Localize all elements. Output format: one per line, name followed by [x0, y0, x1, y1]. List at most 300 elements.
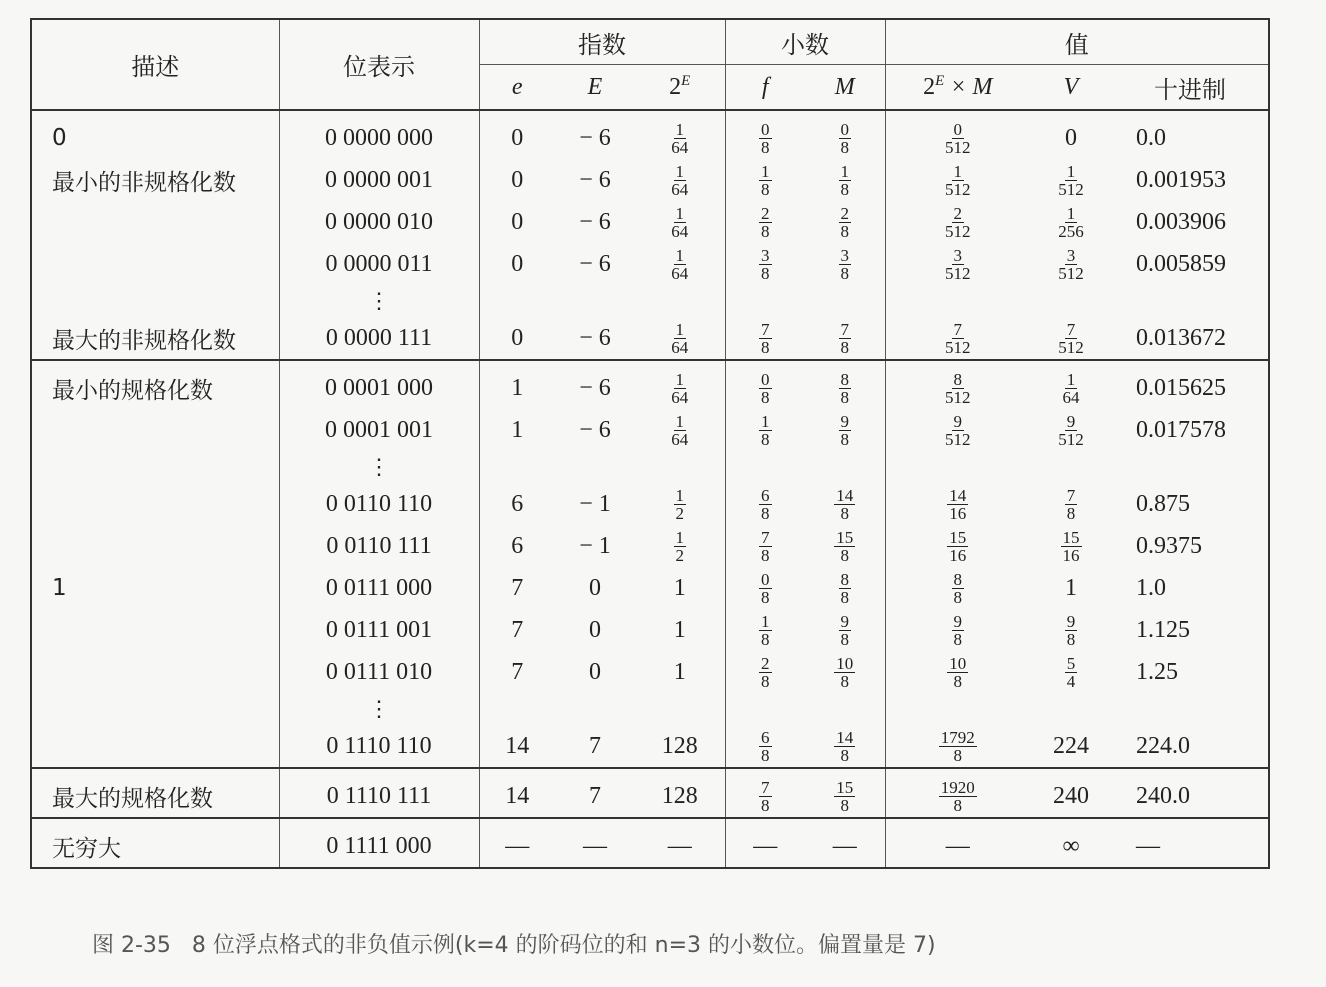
- fraction-value: [839, 371, 852, 406]
- fraction-value: [1061, 371, 1082, 406]
- cell-twoE: [635, 317, 725, 360]
- fraction-numerator: 7: [1066, 319, 1076, 339]
- ellipsis-cell-f: [725, 285, 805, 317]
- fraction-value: [839, 247, 852, 282]
- cell-desc: 无穷大: [52, 835, 121, 862]
- cell-M: [805, 651, 885, 693]
- fraction-denominator: 64: [671, 221, 689, 241]
- cell-twoE: [635, 525, 725, 567]
- header-2E-base: 2: [669, 74, 682, 100]
- cell-desc: 0: [52, 125, 67, 151]
- fraction-denominator: 8: [761, 629, 770, 649]
- ellipsis-row: [31, 451, 1269, 483]
- fraction-value: [669, 247, 690, 282]
- fraction-value: [759, 655, 772, 690]
- cell-M: [805, 725, 885, 768]
- cell-dec: 0.017578: [1136, 416, 1227, 443]
- float-table-container: [30, 18, 1268, 869]
- ellipsis-cell-twoEM: [885, 451, 1030, 483]
- ellipsis-cell-e: [479, 285, 555, 317]
- fraction-value: [669, 371, 690, 406]
- fraction-numerator: 1: [675, 119, 684, 139]
- fraction-value: [943, 205, 973, 240]
- cell-M: [805, 360, 885, 409]
- cell-desc: 最小的非规格化数: [52, 169, 236, 196]
- cell-bits: 0 0111 000: [279, 567, 479, 609]
- fraction-denominator: 8: [840, 795, 850, 815]
- fraction-numerator: 9: [953, 611, 963, 631]
- fraction-value: [1056, 205, 1086, 240]
- table-row: [31, 110, 1269, 159]
- fraction-value: [939, 729, 977, 764]
- fraction-value: [759, 413, 772, 448]
- ellipsis-cell-V: [1030, 451, 1112, 483]
- cell-f: [725, 243, 805, 285]
- fraction-denominator: 8: [761, 137, 770, 157]
- fraction-denominator: 8: [840, 221, 850, 241]
- ellipsis-cell-dec: [1112, 451, 1269, 483]
- header-2EM-rest: × M: [944, 74, 993, 100]
- cell-e: 0: [479, 243, 555, 285]
- fraction-numerator: 9: [1066, 411, 1076, 431]
- cell-E: 0: [589, 616, 601, 643]
- cell-E: 0: [589, 658, 601, 685]
- fraction-numerator: 1: [675, 411, 684, 431]
- ellipsis-cell-M: [805, 285, 885, 317]
- table-group: [31, 110, 1269, 360]
- fraction-value: [947, 487, 968, 522]
- fraction-value: [952, 613, 965, 648]
- cell-E: − 6: [579, 250, 611, 277]
- fraction-denominator: 8: [761, 671, 770, 691]
- fraction-numerator: 3: [953, 245, 963, 265]
- cell-twoE: —: [667, 832, 692, 859]
- header-desc: 描述: [131, 53, 180, 81]
- fraction-denominator: 512: [945, 137, 971, 157]
- cell-dec: 1.125: [1136, 616, 1191, 643]
- cell-desc: 最小的规格化数: [52, 377, 213, 404]
- fraction-denominator: 8: [840, 337, 850, 357]
- cell-V: [1030, 409, 1112, 451]
- cell-V: 0: [1065, 124, 1078, 151]
- fraction-value: [952, 571, 965, 606]
- header-V: V: [1030, 65, 1112, 111]
- header-M: M: [805, 65, 885, 111]
- table-row: [31, 317, 1269, 360]
- fraction-denominator: 8: [1066, 629, 1076, 649]
- fraction-numerator: 1: [1066, 203, 1076, 223]
- table-row: [31, 201, 1269, 243]
- fraction-numerator: 8: [840, 569, 850, 589]
- cell-E: − 1: [579, 490, 611, 517]
- fraction-denominator: 8: [840, 263, 850, 283]
- cell-V: [1030, 609, 1112, 651]
- cell-desc: [31, 243, 279, 285]
- fraction-denominator: 8: [840, 629, 850, 649]
- cell-bits: 0 0000 111: [279, 317, 479, 360]
- cell-f: [725, 768, 805, 818]
- ellipsis-cell-twoE: [635, 451, 725, 483]
- cell-twoEM: [885, 110, 1030, 159]
- cell-V: [1030, 317, 1112, 360]
- fraction-value: [759, 247, 772, 282]
- cell-f: [725, 110, 805, 159]
- ellipsis-cell-f: [725, 693, 805, 725]
- cell-twoEM: [885, 651, 1030, 693]
- fraction-numerator: 15: [949, 527, 967, 547]
- ellipsis-cell-twoEM: [885, 693, 1030, 725]
- fraction-value: [759, 205, 772, 240]
- cell-dec: 1.25: [1136, 658, 1179, 685]
- ellipsis-cell-dec: [1112, 285, 1269, 317]
- fraction-value: [1065, 655, 1078, 690]
- fraction-value: [943, 321, 973, 356]
- header-value: 值: [885, 19, 1269, 65]
- fraction-denominator: 8: [840, 503, 850, 523]
- cell-e: 6: [479, 525, 555, 567]
- fraction-denominator: 64: [671, 429, 689, 449]
- fraction-numerator: 3: [840, 245, 850, 265]
- cell-M: [805, 409, 885, 451]
- header-2EM: [885, 65, 1030, 111]
- cell-bits: 0 0111 001: [279, 609, 479, 651]
- fraction-numerator: 1: [675, 203, 684, 223]
- cell-dec: 240.0: [1136, 782, 1191, 809]
- fraction-denominator: 512: [1058, 337, 1084, 357]
- cell-V: 224: [1053, 732, 1090, 759]
- fraction-numerator: 1: [953, 161, 963, 181]
- fraction-numerator: 10: [836, 653, 854, 673]
- cell-V: 240: [1053, 782, 1090, 809]
- fraction-numerator: 1: [761, 161, 770, 181]
- ellipsis-cell-desc: [31, 451, 279, 483]
- fraction-numerator: 6: [761, 485, 770, 505]
- cell-twoE: [635, 360, 725, 409]
- fraction-value: [1056, 247, 1086, 282]
- fraction-denominator: 16: [949, 503, 967, 523]
- fraction-denominator: 8: [953, 587, 963, 607]
- fraction-denominator: 2: [675, 545, 684, 565]
- fraction-numerator: 2: [840, 203, 850, 223]
- cell-bits: 0 0111 010: [279, 651, 479, 693]
- fraction-denominator: 64: [1062, 387, 1080, 407]
- cell-desc: [31, 725, 279, 768]
- fraction-value: [669, 413, 690, 448]
- cell-e: 1: [479, 360, 555, 409]
- cell-e: 0: [479, 110, 555, 159]
- cell-desc: [31, 483, 279, 525]
- cell-twoEM: [885, 567, 1030, 609]
- fraction-numerator: 1: [1066, 161, 1076, 181]
- fraction-numerator: 2: [953, 203, 963, 223]
- figure-caption: [92, 928, 936, 959]
- cell-V: [1030, 159, 1112, 201]
- fraction-value: [759, 487, 772, 522]
- fraction-numerator: 1: [675, 161, 684, 181]
- fraction-value: [839, 321, 852, 356]
- ellipsis-cell-e: [479, 693, 555, 725]
- fraction-numerator: 1: [675, 319, 684, 339]
- cell-twoE: [635, 201, 725, 243]
- fraction-numerator: 0: [761, 119, 770, 139]
- cell-e: 14: [479, 725, 555, 768]
- ellipsis-cell-M: [805, 693, 885, 725]
- cell-M: [805, 567, 885, 609]
- cell-f: [725, 201, 805, 243]
- header-e: e: [479, 65, 555, 111]
- cell-twoEM: [885, 360, 1030, 409]
- cell-e: 14: [479, 768, 555, 818]
- cell-f: [725, 725, 805, 768]
- fraction-value: [947, 655, 968, 690]
- fraction-numerator: 15: [836, 527, 854, 547]
- cell-E: − 6: [579, 208, 611, 235]
- ellipsis-cell-f: [725, 451, 805, 483]
- cell-bits: 0 0001 001: [279, 409, 479, 451]
- cell-bits: 0 0110 111: [279, 525, 479, 567]
- fraction-value: [759, 529, 772, 564]
- cell-E: 0: [589, 574, 601, 601]
- fraction-numerator: 0: [840, 119, 850, 139]
- fraction-numerator: 7: [761, 527, 770, 547]
- fraction-value: [759, 163, 772, 198]
- fraction-value: [839, 205, 852, 240]
- fraction-numerator: 6: [761, 727, 770, 747]
- header-2E-sup: E: [681, 73, 691, 89]
- cell-bits: 0 1110 110: [279, 725, 479, 768]
- fraction-value: [669, 121, 690, 156]
- cell-bits: 0 0001 000: [279, 360, 479, 409]
- cell-dec: 0.003906: [1136, 208, 1227, 235]
- cell-M: [805, 768, 885, 818]
- table-row: [31, 525, 1269, 567]
- cell-V: [1030, 483, 1112, 525]
- table-row: [31, 651, 1269, 693]
- fraction-denominator: 8: [761, 545, 770, 565]
- cell-f: [725, 651, 805, 693]
- cell-dec: 1.0: [1136, 574, 1167, 601]
- cell-bits: 0 0110 110: [279, 483, 479, 525]
- fraction-denominator: 2: [675, 503, 684, 523]
- cell-e: 7: [479, 567, 555, 609]
- ellipsis-cell-M: [805, 451, 885, 483]
- fraction-numerator: 7: [761, 319, 770, 339]
- fraction-numerator: 14: [836, 485, 854, 505]
- fraction-denominator: 16: [1062, 545, 1080, 565]
- table-row: [31, 483, 1269, 525]
- cell-desc: [31, 609, 279, 651]
- cell-e: 0: [479, 317, 555, 360]
- cell-desc: [31, 409, 279, 451]
- cell-bits: 0 0000 001: [279, 159, 479, 201]
- cell-V: [1030, 651, 1112, 693]
- fraction-denominator: 4: [1066, 671, 1076, 691]
- fraction-numerator: 15: [836, 777, 854, 797]
- fraction-denominator: 8: [953, 629, 963, 649]
- cell-f: [725, 409, 805, 451]
- cell-twoEM: [885, 483, 1030, 525]
- fraction-numerator: 1920: [940, 777, 975, 797]
- cell-desc: [31, 651, 279, 693]
- fraction-denominator: 512: [945, 429, 971, 449]
- fraction-denominator: 8: [1066, 503, 1076, 523]
- cell-f: [725, 483, 805, 525]
- fraction-numerator: 8: [840, 369, 850, 389]
- cell-twoEM: [885, 201, 1030, 243]
- cell-bits: 0 1110 111: [279, 768, 479, 818]
- cell-f: [725, 567, 805, 609]
- fraction-numerator: 2: [761, 203, 770, 223]
- fraction-value: [669, 321, 690, 356]
- fraction-numerator: 2: [761, 653, 770, 673]
- cell-dec: 0.0: [1136, 124, 1167, 151]
- ellipsis-cell-desc: [31, 285, 279, 317]
- fraction-denominator: 64: [671, 337, 689, 357]
- fraction-numerator: 5: [1066, 653, 1076, 673]
- cell-twoEM: [885, 725, 1030, 768]
- fraction-denominator: 8: [761, 337, 770, 357]
- cell-desc: 最大的非规格化数: [52, 327, 236, 354]
- fraction-value: [839, 413, 852, 448]
- fraction-numerator: 7: [953, 319, 963, 339]
- fraction-value: [1056, 163, 1086, 198]
- cell-twoE: [635, 409, 725, 451]
- cell-twoE: 1: [673, 616, 686, 643]
- table-row: [31, 609, 1269, 651]
- cell-bits: 0 1111 000: [279, 818, 479, 868]
- cell-f: [725, 609, 805, 651]
- fraction-denominator: 512: [945, 179, 971, 199]
- cell-e: 0: [479, 159, 555, 201]
- fraction-denominator: 512: [1058, 263, 1084, 283]
- caption-label: 图 2-35: [92, 933, 171, 958]
- fraction-denominator: 8: [840, 545, 850, 565]
- cell-bits: 0 0000 010: [279, 201, 479, 243]
- fraction-denominator: 8: [840, 745, 850, 765]
- cell-M: —: [832, 832, 857, 859]
- cell-E: − 6: [579, 124, 611, 151]
- header-decimal: 十进制: [1112, 65, 1269, 111]
- vertical-ellipsis: ⋮: [368, 695, 390, 721]
- cell-V: [1030, 201, 1112, 243]
- fraction-numerator: 1: [675, 245, 684, 265]
- cell-twoE: [635, 483, 725, 525]
- fraction-denominator: 8: [840, 387, 850, 407]
- fraction-numerator: 0: [761, 369, 770, 389]
- fraction-denominator: 64: [671, 179, 689, 199]
- fraction-value: [839, 163, 852, 198]
- ellipsis-cell-e: [479, 451, 555, 483]
- fraction-numerator: 14: [949, 485, 967, 505]
- header-2E: [635, 65, 725, 111]
- fraction-value: [943, 121, 973, 156]
- cell-dec: 0.013672: [1136, 324, 1227, 351]
- cell-twoEM: [885, 768, 1030, 818]
- cell-V: ∞: [1062, 832, 1080, 859]
- fraction-denominator: 8: [840, 671, 850, 691]
- fraction-numerator: 9: [840, 611, 850, 631]
- table-header: [31, 19, 1269, 110]
- fraction-numerator: 7: [1066, 485, 1076, 505]
- fraction-value: [759, 729, 772, 764]
- cell-E: 7: [589, 782, 601, 809]
- cell-e: 6: [479, 483, 555, 525]
- table-row: [31, 243, 1269, 285]
- vertical-ellipsis: ⋮: [368, 453, 390, 479]
- fraction-denominator: 16: [949, 545, 967, 565]
- fraction-value: [943, 413, 973, 448]
- header-fraction: 小数: [725, 19, 885, 65]
- cell-twoEM: [885, 409, 1030, 451]
- cell-E: − 6: [579, 416, 611, 443]
- fraction-numerator: 3: [1066, 245, 1076, 265]
- fraction-denominator: 8: [761, 387, 770, 407]
- cell-M: [805, 525, 885, 567]
- fraction-numerator: 1: [675, 485, 684, 505]
- cell-M: [805, 483, 885, 525]
- cell-twoEM: [885, 609, 1030, 651]
- cell-dec: —: [1136, 832, 1161, 859]
- fraction-denominator: 8: [761, 263, 770, 283]
- fraction-value: [839, 121, 852, 156]
- cell-M: [805, 159, 885, 201]
- header-2EM-base: 2: [923, 74, 936, 100]
- cell-twoEM: [885, 317, 1030, 360]
- fraction-denominator: 8: [953, 745, 963, 765]
- fraction-denominator: 512: [1058, 429, 1084, 449]
- header-exponent: 指数: [479, 19, 725, 65]
- cell-twoEM: —: [885, 818, 1030, 868]
- table-group: [31, 360, 1269, 768]
- cell-dec: 0.005859: [1136, 250, 1227, 277]
- fraction-denominator: 8: [840, 429, 850, 449]
- table-row: [31, 725, 1269, 768]
- cell-twoE: 1: [673, 658, 686, 685]
- cell-dec: 0.9375: [1136, 532, 1203, 559]
- cell-E: − 6: [579, 324, 611, 351]
- fraction-denominator: 8: [761, 221, 770, 241]
- ellipsis-row: [31, 693, 1269, 725]
- ellipsis-cell-twoE: [635, 693, 725, 725]
- fraction-value: [834, 487, 855, 522]
- cell-dec: 0.875: [1136, 490, 1191, 517]
- fraction-value: [759, 121, 772, 156]
- fraction-numerator: 10: [949, 653, 967, 673]
- cell-M: [805, 201, 885, 243]
- fraction-value: [834, 655, 855, 690]
- ellipsis-cell-bits: [279, 693, 479, 725]
- fraction-value: [759, 371, 772, 406]
- fraction-numerator: 0: [761, 569, 770, 589]
- cell-desc: [31, 525, 279, 567]
- ellipsis-cell-E: [555, 451, 635, 483]
- cell-E: 7: [589, 732, 601, 759]
- fraction-denominator: 8: [953, 795, 963, 815]
- ellipsis-cell-V: [1030, 285, 1112, 317]
- fraction-value: [759, 571, 772, 606]
- fraction-numerator: 9: [953, 411, 963, 431]
- fraction-denominator: 8: [761, 179, 770, 199]
- fraction-denominator: 8: [840, 179, 850, 199]
- fraction-denominator: 8: [953, 671, 963, 691]
- fraction-numerator: 1: [840, 161, 850, 181]
- ellipsis-row: [31, 285, 1269, 317]
- header-f: f: [725, 65, 805, 111]
- cell-bits: 0 0000 000: [279, 110, 479, 159]
- cell-M: [805, 317, 885, 360]
- ellipsis-cell-E: [555, 693, 635, 725]
- cell-f: [725, 360, 805, 409]
